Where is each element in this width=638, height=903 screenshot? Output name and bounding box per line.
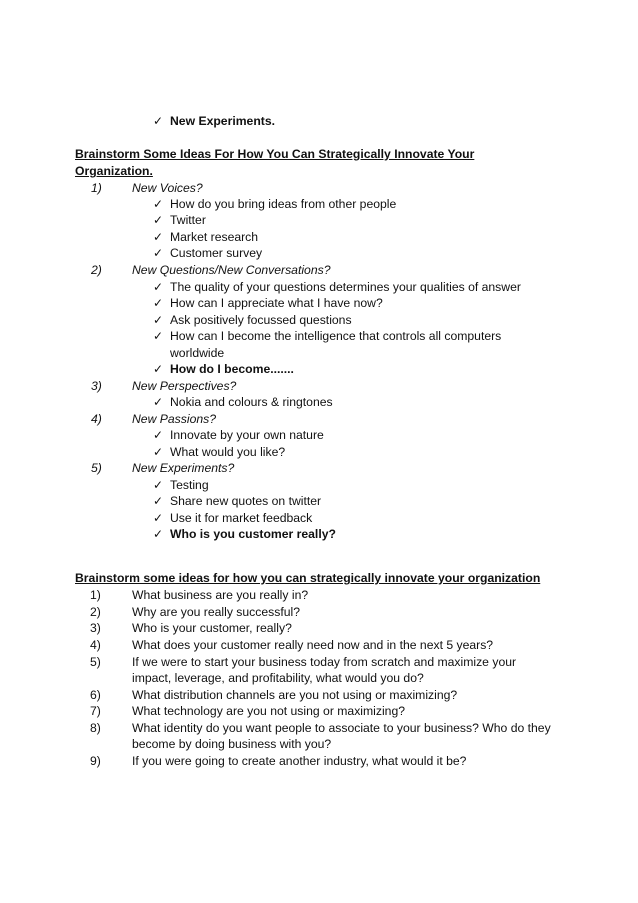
list-number: 5): [91, 461, 102, 475]
list-number: 1): [91, 181, 102, 195]
list-number: 9): [90, 754, 101, 768]
list-item-label: New Questions/New Conversations?: [132, 263, 331, 277]
check-mark-icon: ✓: [153, 197, 164, 211]
check-mark-icon: ✓: [153, 445, 164, 459]
sub-item: Market research: [170, 230, 259, 244]
check-mark-icon: ✓: [153, 395, 164, 409]
check-mark-icon: ✓: [153, 428, 164, 442]
sub-item: The quality of your questions determines your qualities of answer: [170, 280, 521, 294]
sub-item-continuation: worldwide: [170, 346, 225, 360]
list-item: What distribution channels are you not using or maximizing?: [132, 688, 458, 702]
check-mark-icon: ✓: [153, 213, 164, 227]
list-number: 3): [91, 379, 102, 393]
top-item: New Experiments.: [170, 114, 275, 128]
sub-item: Use it for market feedback: [170, 511, 313, 525]
check-mark-icon: ✓: [153, 230, 164, 244]
list-item-continuation: impact, leverage, and profitability, what would you do?: [132, 671, 424, 685]
list-item-label: New Voices?: [132, 181, 203, 195]
list-item: What identity do you want people to associate to your business? Who do they: [132, 721, 551, 735]
check-mark-icon: ✓: [153, 511, 164, 525]
check-mark-icon: ✓: [153, 280, 164, 294]
sub-item: Nokia and colours & ringtones: [170, 395, 333, 409]
list-number: 3): [90, 621, 101, 635]
check-mark-icon: ✓: [153, 313, 164, 327]
list-item: If you were going to create another industry, what would it be?: [132, 754, 467, 768]
list-number: 2): [91, 263, 102, 277]
sub-item: Ask positively focussed questions: [170, 313, 352, 327]
section1-heading-line1: Brainstorm Some Ideas For How You Can Strategically Innovate Your: [75, 147, 475, 161]
list-number: 8): [90, 721, 101, 735]
sub-item: Innovate by your own nature: [170, 428, 324, 442]
check-mark-icon: ✓: [153, 246, 164, 260]
sub-item: How can I become the intelligence that controls all computers: [170, 329, 502, 343]
list-number: 4): [91, 412, 102, 426]
list-number: 6): [90, 688, 101, 702]
sub-item: What would you like?: [170, 445, 286, 459]
sub-item: Customer survey: [170, 246, 263, 260]
sub-item: How can I appreciate what I have now?: [170, 296, 383, 310]
check-mark-icon: ✓: [153, 329, 164, 343]
sub-item: Who is you customer really?: [170, 527, 336, 541]
list-number: 1): [90, 588, 101, 602]
list-item-continuation: become by doing business with you?: [132, 737, 332, 751]
list-item-label: New Experiments?: [132, 461, 235, 475]
list-item: Who is your customer, really?: [132, 621, 292, 635]
sub-item: How do I become.......: [170, 362, 294, 376]
list-number: 4): [90, 638, 101, 652]
list-number: 7): [90, 704, 101, 718]
check-mark-icon: ✓: [153, 362, 164, 376]
check-mark-icon: ✓: [153, 527, 164, 541]
list-item: If we were to start your business today from scratch and maximize your: [132, 655, 517, 669]
sub-item: Share new quotes on twitter: [170, 494, 322, 508]
list-number: 5): [90, 655, 101, 669]
list-item-label: New Passions?: [132, 412, 216, 426]
check-mark-icon: ✓: [153, 114, 164, 128]
list-item-label: New Perspectives?: [132, 379, 237, 393]
section2-heading: Brainstorm some ideas for how you can strategically innovate your organization: [75, 571, 541, 585]
check-mark-icon: ✓: [153, 494, 164, 508]
list-item: What business are you really in?: [132, 588, 309, 602]
sub-item: Twitter: [170, 213, 206, 227]
section1-heading-line2: Organization.: [75, 164, 153, 178]
sub-item: Testing: [170, 478, 209, 492]
sub-item: How do you bring ideas from other people: [170, 197, 397, 211]
list-item: What does your customer really need now and in the next 5 years?: [132, 638, 494, 652]
check-mark-icon: ✓: [153, 296, 164, 310]
list-number: 2): [90, 605, 101, 619]
list-item: What technology are you not using or maximizing?: [132, 704, 406, 718]
list-item: Why are you really successful?: [132, 605, 300, 619]
check-mark-icon: ✓: [153, 478, 164, 492]
